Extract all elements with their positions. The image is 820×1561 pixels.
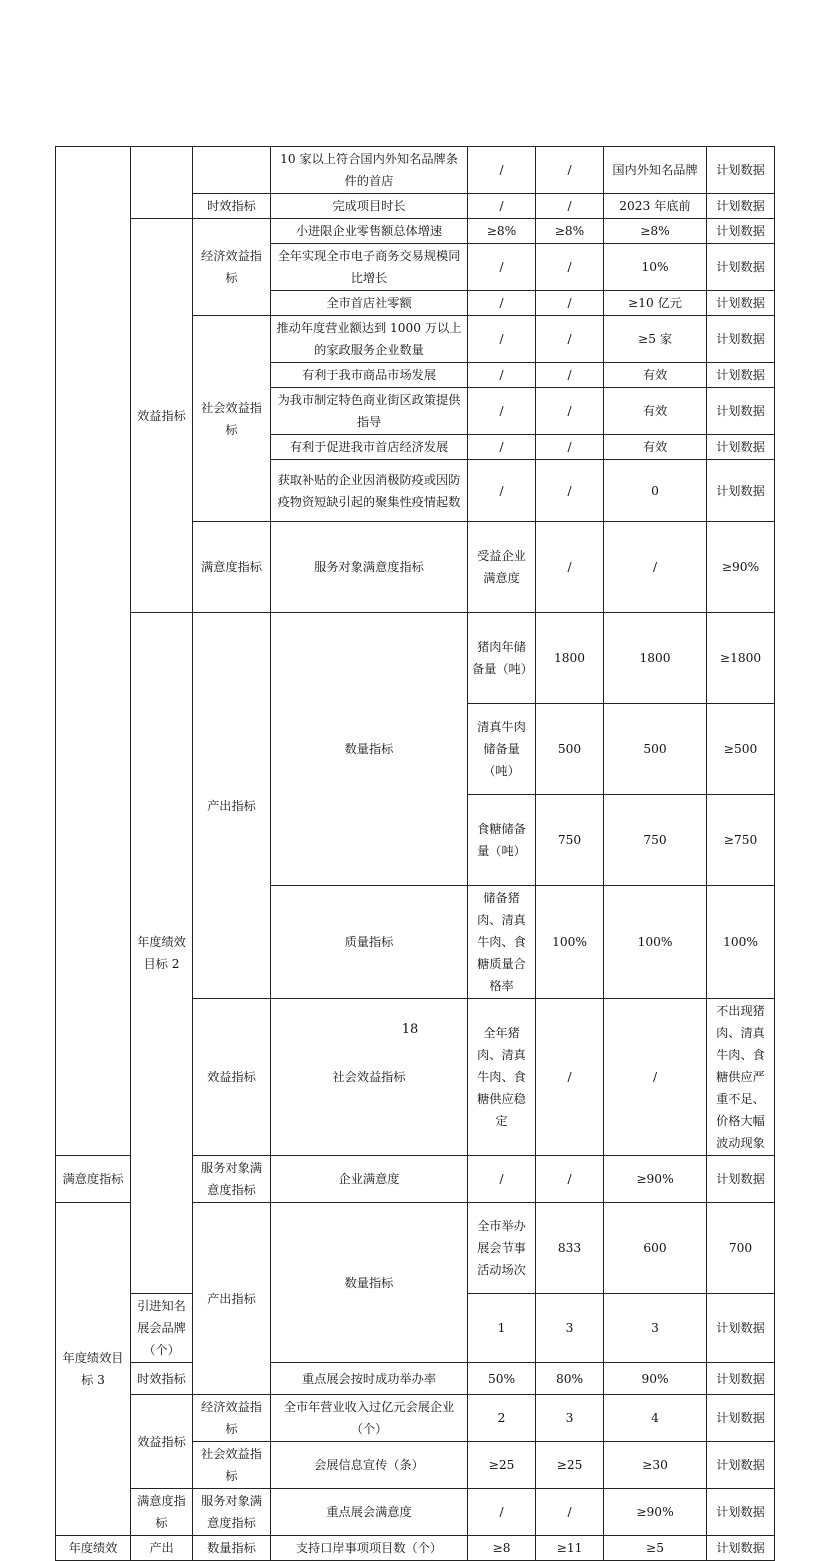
value-target: ≥30 bbox=[604, 1442, 707, 1489]
value-curr: / bbox=[536, 435, 604, 460]
value-prev: / bbox=[536, 522, 604, 613]
indicator-name: 重点展会按时成功举办率 bbox=[271, 1363, 468, 1395]
table-row bbox=[56, 1489, 775, 1536]
subcategory-cell: 数量指标 bbox=[193, 1536, 271, 1561]
data-source: 计划数据 bbox=[707, 435, 775, 460]
subcategory-cell bbox=[193, 147, 271, 194]
value-curr: 500 bbox=[604, 704, 707, 795]
value-prev: / bbox=[468, 244, 536, 291]
data-source: 计划数据 bbox=[707, 1294, 775, 1363]
category-cell: 效益指标 bbox=[131, 219, 193, 613]
subcategory-cell: 经济效益指标 bbox=[193, 219, 271, 316]
value-target: ≥500 bbox=[707, 704, 775, 795]
indicator-name: 推动年度营业额达到 1000 万以上的家政服务企业数量 bbox=[271, 316, 468, 363]
category-cell: 产出 bbox=[131, 1536, 193, 1561]
value-curr: 80% bbox=[536, 1363, 604, 1395]
subcategory-cell: 时效指标 bbox=[193, 194, 271, 219]
value-target: 0 bbox=[604, 460, 707, 522]
goal-label-cell: 年度绩效目标 3 bbox=[56, 1203, 131, 1536]
value-prev: 1800 bbox=[536, 613, 604, 704]
data-source: 计划数据 bbox=[707, 316, 775, 363]
subcategory-cell: 社会效益指标 bbox=[193, 1442, 271, 1489]
subcategory-cell: 数量指标 bbox=[271, 1203, 468, 1363]
indicator-name: 为我市制定特色商业街区政策提供指导 bbox=[271, 388, 468, 435]
category-cell: 满意度指标 bbox=[193, 522, 271, 613]
indicator-name: 储备猪肉、清真牛肉、食糖质量合格率 bbox=[468, 886, 536, 999]
value-target: 3 bbox=[604, 1294, 707, 1363]
category-cell: 产出指标 bbox=[193, 613, 271, 999]
value-curr: ≥8% bbox=[536, 219, 604, 244]
category-cell: 满意度指标 bbox=[131, 1489, 193, 1536]
indicator-name: 全市举办展会节事活动场次 bbox=[468, 1203, 536, 1294]
indicator-name: 有利于我市商品市场发展 bbox=[271, 363, 468, 388]
value-curr: / bbox=[536, 363, 604, 388]
value-target: ≥90% bbox=[604, 1489, 707, 1536]
value-target: ≥5 bbox=[604, 1536, 707, 1561]
indicator-name: 获取补贴的企业因消极防疫或因防疫物资短缺引起的聚集性疫情起数 bbox=[271, 460, 468, 522]
indicator-name: 完成项目时长 bbox=[271, 194, 468, 219]
data-source: 计划数据 bbox=[707, 1363, 775, 1395]
value-prev: 1 bbox=[468, 1294, 536, 1363]
value-curr: ≥25 bbox=[536, 1442, 604, 1489]
category-cell: 产出指标 bbox=[193, 1203, 271, 1395]
value-curr: / bbox=[536, 460, 604, 522]
value-prev: ≥8 bbox=[468, 1536, 536, 1561]
subcategory-cell: 时效指标 bbox=[131, 1363, 193, 1395]
goal-label-cell bbox=[56, 147, 131, 1156]
value-target: ≥8% bbox=[604, 219, 707, 244]
subcategory-cell: 社会效益指标 bbox=[193, 316, 271, 522]
data-source: 计划数据 bbox=[707, 1536, 775, 1561]
category-cell: 满意度指标 bbox=[56, 1156, 131, 1203]
value-prev: 500 bbox=[536, 704, 604, 795]
value-curr: / bbox=[536, 244, 604, 291]
value-prev: / bbox=[468, 1156, 536, 1203]
value-prev: / bbox=[468, 147, 536, 194]
subcategory-cell: 经济效益指标 bbox=[193, 1395, 271, 1442]
subcategory-cell: 社会效益指标 bbox=[271, 999, 468, 1156]
subcategory-cell: 数量指标 bbox=[271, 613, 468, 886]
indicator-name: 会展信息宣传（条） bbox=[271, 1442, 468, 1489]
indicator-name: 支持口岸事项项目数（个） bbox=[271, 1536, 468, 1561]
value-target: ≥90% bbox=[604, 1156, 707, 1203]
data-source: 计划数据 bbox=[707, 219, 775, 244]
value-target: ≥750 bbox=[707, 795, 775, 886]
value-target: 4 bbox=[604, 1395, 707, 1442]
page-number: 18 bbox=[401, 1022, 419, 1037]
indicator-name: 猪肉年储备量（吨） bbox=[468, 613, 536, 704]
indicator-name: 重点展会满意度 bbox=[271, 1489, 468, 1536]
value-curr: / bbox=[536, 1489, 604, 1536]
indicator-name: 小进限企业零售额总体增速 bbox=[271, 219, 468, 244]
value-prev: / bbox=[468, 388, 536, 435]
value-curr: / bbox=[536, 388, 604, 435]
value-target: ≥1800 bbox=[707, 613, 775, 704]
value-target: 90% bbox=[604, 1363, 707, 1395]
value-target: ≥5 家 bbox=[604, 316, 707, 363]
value-curr: / bbox=[536, 291, 604, 316]
value-prev: 833 bbox=[536, 1203, 604, 1294]
value-target: 有效 bbox=[604, 388, 707, 435]
indicator-name: 引进知名展会品牌（个） bbox=[131, 1294, 193, 1363]
value-prev: / bbox=[468, 1489, 536, 1536]
value-prev: 750 bbox=[536, 795, 604, 886]
subcategory-cell: 服务对象满意度指标 bbox=[193, 1156, 271, 1203]
category-cell bbox=[131, 147, 193, 219]
value-target: 有效 bbox=[604, 435, 707, 460]
table-row bbox=[56, 1395, 775, 1442]
subcategory-cell: 质量指标 bbox=[271, 886, 468, 999]
indicator-name: 清真牛肉储备量（吨） bbox=[468, 704, 536, 795]
value-curr: / bbox=[604, 522, 707, 613]
performance-table bbox=[55, 146, 775, 1561]
data-source: 计划数据 bbox=[707, 1156, 775, 1203]
goal-label-cell: 年度绩效 bbox=[56, 1536, 131, 1561]
value-prev: 100% bbox=[536, 886, 604, 999]
category-cell: 效益指标 bbox=[131, 1395, 193, 1489]
data-source: 计划数据 bbox=[707, 194, 775, 219]
data-source: 计划数据 bbox=[707, 291, 775, 316]
table-row bbox=[56, 219, 775, 244]
value-curr: / bbox=[536, 1156, 604, 1203]
indicator-name: 有利于促进我市首店经济发展 bbox=[271, 435, 468, 460]
value-target: 10% bbox=[604, 244, 707, 291]
indicator-name: 全年猪肉、清真牛肉、食糖供应稳定 bbox=[468, 999, 536, 1156]
value-prev: / bbox=[468, 460, 536, 522]
value-curr: 3 bbox=[536, 1294, 604, 1363]
value-curr: / bbox=[536, 316, 604, 363]
value-target: ≥10 亿元 bbox=[604, 291, 707, 316]
value-curr: 3 bbox=[536, 1395, 604, 1442]
data-source: 计划数据 bbox=[707, 1395, 775, 1442]
category-cell: 效益指标 bbox=[193, 999, 271, 1156]
data-source: 计划数据 bbox=[707, 388, 775, 435]
value-target: 有效 bbox=[604, 363, 707, 388]
value-target: 700 bbox=[707, 1203, 775, 1294]
value-target: 100% bbox=[707, 886, 775, 999]
value-prev: / bbox=[468, 194, 536, 219]
subcategory-cell: 服务对象满意度指标 bbox=[271, 522, 468, 613]
indicator-name: 全年实现全市电子商务交易规模同比增长 bbox=[271, 244, 468, 291]
value-target: 国内外知名品牌 bbox=[604, 147, 707, 194]
table-row bbox=[56, 147, 775, 194]
subcategory-cell: 服务对象满意度指标 bbox=[193, 1489, 271, 1536]
value-curr: / bbox=[604, 999, 707, 1156]
value-prev: 50% bbox=[468, 1363, 536, 1395]
value-prev: / bbox=[468, 435, 536, 460]
value-prev: ≥8% bbox=[468, 219, 536, 244]
data-source: 计划数据 bbox=[707, 1442, 775, 1489]
indicator-name: 受益企业满意度 bbox=[468, 522, 536, 613]
value-prev: / bbox=[468, 291, 536, 316]
data-source: 计划数据 bbox=[707, 244, 775, 291]
goal-label-cell: 年度绩效目标 2 bbox=[131, 613, 193, 1294]
indicator-name: 食糖储备量（吨） bbox=[468, 795, 536, 886]
value-target: 不出现猪肉、清真牛肉、食糖供应严重不足、价格大幅波动现象 bbox=[707, 999, 775, 1156]
value-prev: / bbox=[468, 363, 536, 388]
table-row bbox=[56, 613, 775, 704]
indicator-name: 企业满意度 bbox=[271, 1156, 468, 1203]
value-curr: 100% bbox=[604, 886, 707, 999]
value-prev: / bbox=[468, 316, 536, 363]
value-curr: / bbox=[536, 194, 604, 219]
value-prev: 2 bbox=[468, 1395, 536, 1442]
indicator-name: 全市年营业收入过亿元会展企业（个） bbox=[271, 1395, 468, 1442]
value-prev: ≥25 bbox=[468, 1442, 536, 1489]
value-curr: / bbox=[536, 147, 604, 194]
value-curr: 600 bbox=[604, 1203, 707, 1294]
data-source: 计划数据 bbox=[707, 363, 775, 388]
value-target: ≥90% bbox=[707, 522, 775, 613]
value-prev: / bbox=[536, 999, 604, 1156]
data-source: 计划数据 bbox=[707, 147, 775, 194]
value-target: 2023 年底前 bbox=[604, 194, 707, 219]
value-curr: 1800 bbox=[604, 613, 707, 704]
data-source: 计划数据 bbox=[707, 460, 775, 522]
table-row bbox=[56, 1536, 775, 1561]
value-curr: 750 bbox=[604, 795, 707, 886]
data-source: 计划数据 bbox=[707, 1489, 775, 1536]
value-curr: ≥11 bbox=[536, 1536, 604, 1561]
indicator-name: 10 家以上符合国内外知名品牌条件的首店 bbox=[271, 147, 468, 194]
table-row bbox=[56, 1363, 775, 1395]
indicator-name: 全市首店社零额 bbox=[271, 291, 468, 316]
